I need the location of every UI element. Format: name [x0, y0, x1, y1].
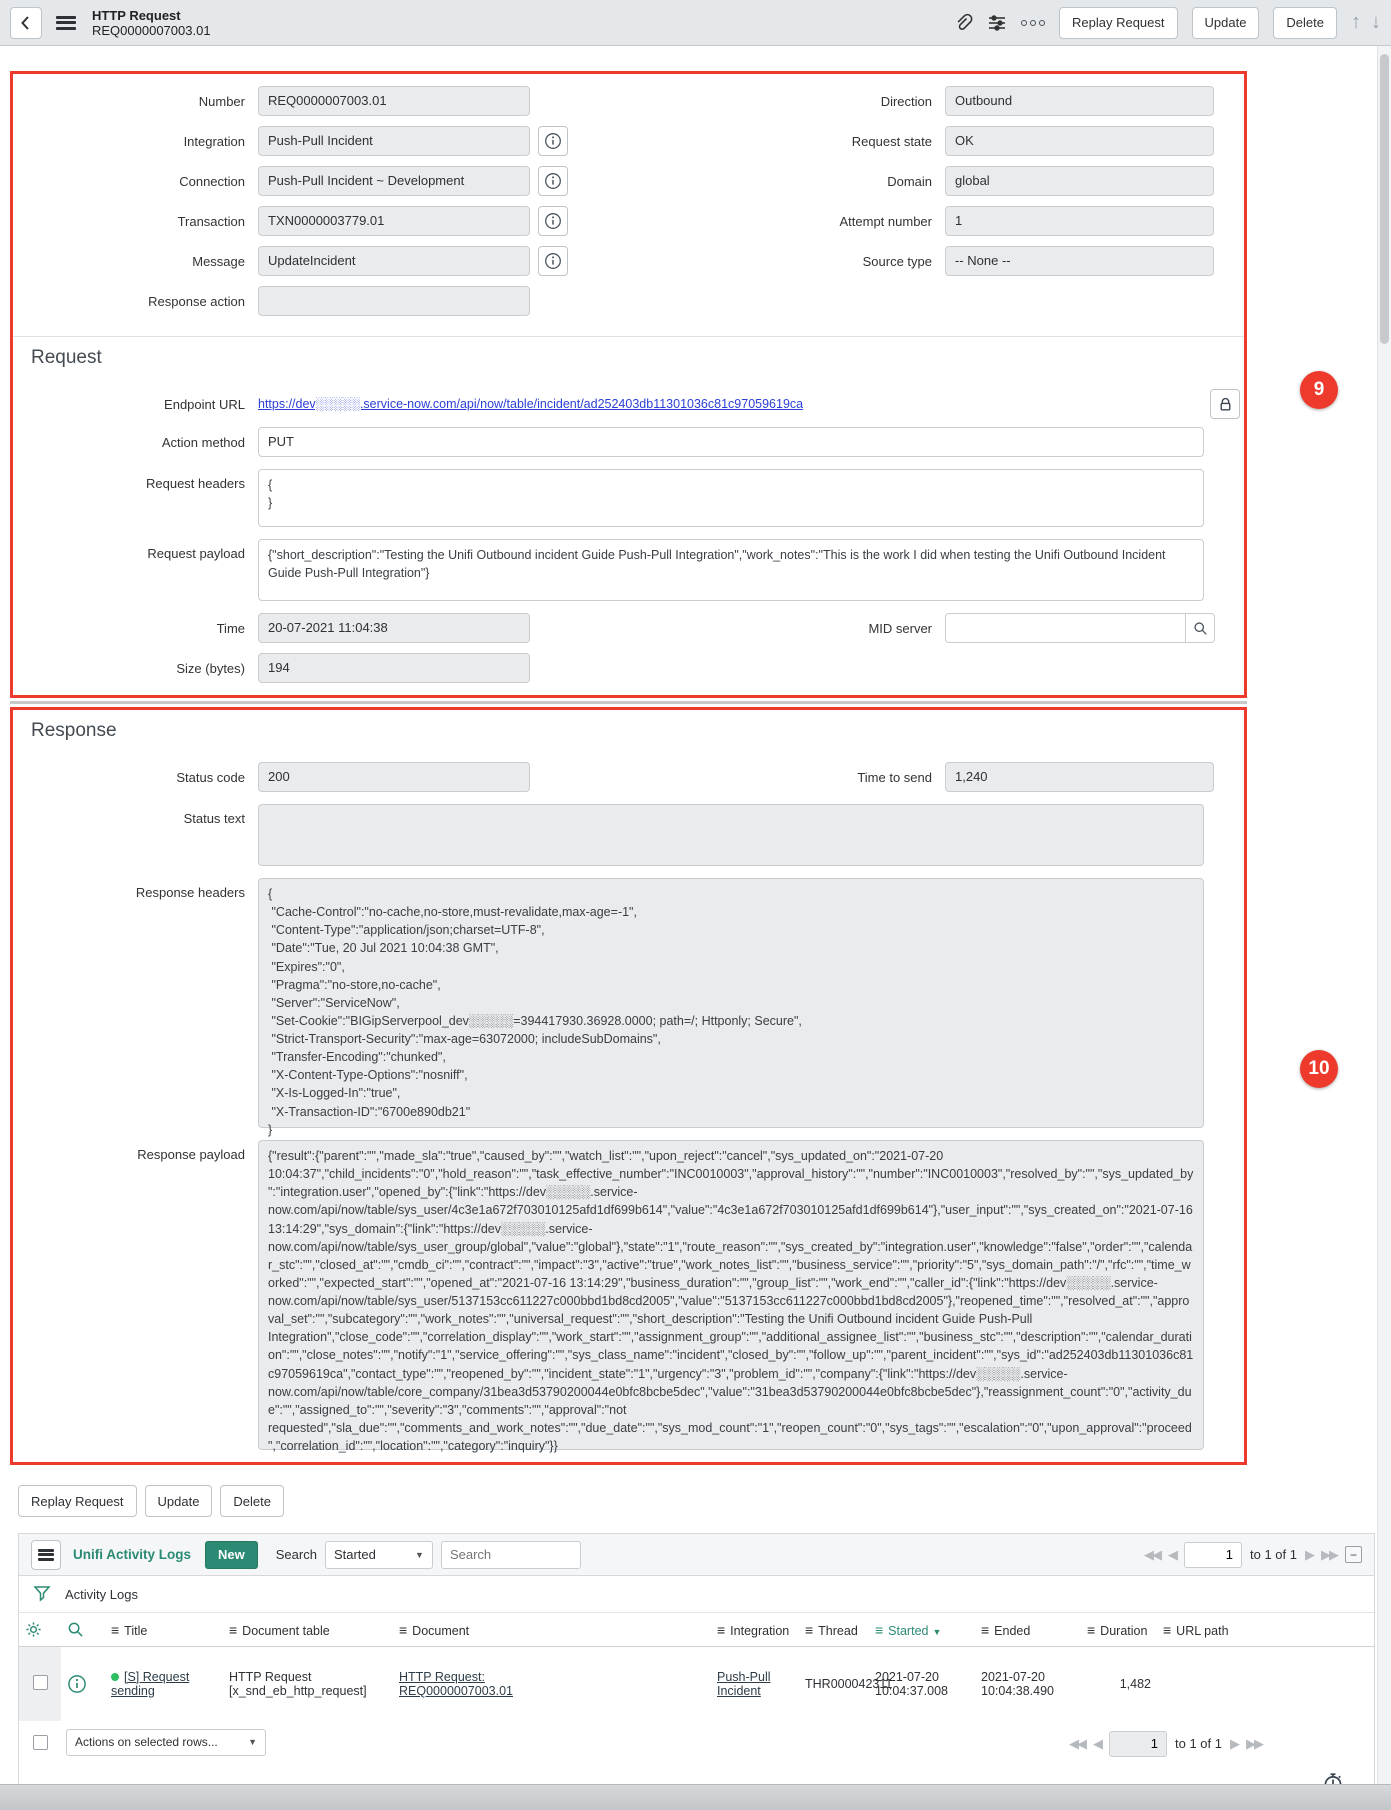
column-menu-icon[interactable]: ≡: [399, 1621, 408, 1638]
info-icon: [544, 132, 562, 150]
activity-logs-table: [19, 1612, 1374, 1721]
transaction-info-button[interactable]: [538, 206, 568, 236]
page-range-label: to 1 of 1: [1175, 1736, 1222, 1751]
integration-link[interactable]: Push-Pull Incident: [717, 1669, 771, 1698]
field-label: Request headers: [145, 476, 245, 491]
search-icon[interactable]: [67, 1621, 84, 1638]
response-section: [10, 707, 1330, 1465]
url-path-cell: [1157, 1647, 1374, 1721]
column-header-integration[interactable]: ≡ Integration: [711, 1613, 799, 1647]
activity-log-link[interactable]: [S] Request sending: [111, 1669, 190, 1698]
row-info-cell: [61, 1647, 105, 1721]
field-label: Action method: [161, 434, 245, 450]
response-headers-field: { "Cache-Control":"no-cache,no-store,must-revalidate,max-age=-1", "Content-Type":"application/json;charset=UTF-8", "Date":"Tue, 20 Jul 2021 10:04:38 GMT", "Expires":"0", "Pragma":"no-store,no-cache", "Server":"ServiceNow", "Set-Cookie":"BIGipServerpool_dev░░░░░=394417930.36928.0000; path=/; Httponly; Secure", "Strict-Transport-Security":"max-age=63072000; includeSubDomains", "Transfer-Encoding":"chunked", "X-Content-Type-Options":"nosniff", "X-Is-Logged-In":"true", "X-Transaction-ID":"6700e890db21" }: [258, 878, 1204, 1128]
field-row: [13, 246, 609, 276]
status-dot: [111, 1673, 119, 1681]
column-header-document[interactable]: ≡ Document: [393, 1613, 711, 1647]
bottom-status-bar: [0, 1784, 1391, 1810]
annotation-step-10: 10: [1300, 1050, 1338, 1088]
search-label: Search: [275, 1547, 317, 1562]
field-label: Source type: [862, 253, 932, 269]
attachment-icon[interactable]: [953, 13, 973, 33]
page-number-input[interactable]: [1184, 1542, 1242, 1568]
table-header-row: [19, 1613, 1374, 1647]
back-button[interactable]: [10, 7, 42, 39]
field-row: [13, 613, 609, 643]
source-type-field: -- None --: [945, 246, 1214, 276]
column-header-url-path[interactable]: ≡ URL path: [1157, 1613, 1374, 1647]
list-footer-row: [19, 1727, 1374, 1761]
field-row: [13, 86, 609, 116]
transaction-field: TXN0000003779.01: [258, 206, 530, 236]
field-label: Number: [198, 93, 245, 109]
field-row: [13, 653, 1244, 683]
column-header-duration[interactable]: ≡ Duration: [1081, 1613, 1157, 1647]
list-context-menu-button[interactable]: [31, 1540, 61, 1570]
next-page-icon[interactable]: ▶: [1230, 1735, 1238, 1751]
response-payload-field: {"result":{"parent":"","made_sla":"true","caused_by":"","watch_list":"","upon_reject":"cancel","sys_updated_on":"2021-07-20 10:04:37","child_incidents":"0","hold_reason":"","task_effective_number":"INC0010003","approval_history":"","number":"INC0010003","resolved_by":"","sys_updated_by":"integration.user","opened_by":{"link":"https://dev░░░░░.service-now.com/api/now/table/sys_user/4c3e1a672f703010125afd1df699b614","value":"4c3e1a672f703010125afd1df699b614"},"user_input":"","sys_created_on":"2021-07-16 13:14:29","sys_domain":{"link":"https://dev░░░░░.service-now.com/api/now/table/sys_user_group/global","value":"global"},"state":"1","route_reason":"","sys_created_by":"integration.user","knowledge":"false","order":"","calendar_stc":"","closed_at":"","cmdb_ci":"","contract":"","impact":"3","active":"true","work_notes_list":"","business_service":"","priority":"5","sys_domain_path":"/","rfc":"","time_worked":"","expected_start":"","opened_at":"2021-07-16 13:14:29","business_duration":"","group_list":"","work_end":"","caller_id":{"link":"https://dev░░░░░.service-now.com/api/now/table/sys_user/5137153cc611227c000bbd1bd8cd2005","value":"5137153cc611227c000bbd1bd8cd2005"},"reopened_time":"","resolved_at":"","approval_set":"","subcategory":"","work_notes":"","universal_request":"","short_description":"Testing the Unifi Outbound incident Guide Push-Pull Integration","close_code":"","correlation_display":"","work_start":"","assignment_group":"","additional_assignee_list":"","business_stc":"","description":"","calendar_duration":"","close_notes":"","notify":"1","service_offering":"","sys_class_name":"incident","closed_by":"","follow_up":"","parent_incident":"","sys_id":"ad252403db11301036c81c97059619ca","contact_type":"","reopened_by":"","incident_state":"1","urgency":"3","problem_id":"","company":{"link":"https://dev░░░░░.service-now.com/api/now/table/core_company/31bea3d53790200044e0bfc8bcbe5dec","value":"31bea3d53790200044e0bfc8bcbe5dec"},"reassignment_count":"0","activity_due":"","assigned_to":"","severity":"3","comments":"","approval":"not requested","sla_due":"","comments_and_work_notes":"","due_date":"","sys_mod_count":"1","reopen_count":"0","sys_tags":"","escalation":"0","upon_approval":"proceed","correlation_id":"","location":"","category":"inquiry"}}: [258, 1140, 1204, 1450]
gear-icon[interactable]: [25, 1621, 42, 1638]
list-breadcrumb-label: Activity Logs: [65, 1586, 138, 1602]
field-label: Endpoint URL: [164, 396, 245, 412]
column-header-document-table[interactable]: ≡ Document table: [223, 1613, 393, 1647]
response-section-heading: Response: [31, 720, 117, 741]
column-menu-icon[interactable]: ≡: [111, 1621, 120, 1638]
field-row: [13, 539, 1244, 601]
field-label: MID server: [868, 620, 932, 636]
sort-descending-icon: ▼: [932, 1626, 942, 1637]
column-menu-icon[interactable]: ≡: [981, 1621, 990, 1638]
page-number-input[interactable]: [1109, 1731, 1167, 1757]
select-all-checkbox[interactable]: [33, 1735, 48, 1750]
field-label: Domain: [887, 173, 932, 189]
field-row: [609, 613, 1244, 643]
list-pagination-top: [1144, 1542, 1362, 1568]
field-row: [13, 427, 1244, 457]
annotation-step-9: 9: [1300, 371, 1338, 409]
related-list-header: [19, 1534, 1374, 1576]
request-payload-input[interactable]: {"short_description":"Testing the Unifi Outbound incident Guide Push-Pull Integration","work_notes":"This is the work I did when testing the Unifi Outbound Incident Guide Push-Pull Integration"}: [258, 539, 1204, 601]
new-record-button[interactable]: New: [205, 1541, 258, 1569]
delete-button-bottom[interactable]: Delete: [220, 1485, 284, 1517]
record-title-block: [92, 8, 211, 38]
field-row: [609, 762, 1244, 792]
thread-cell: THR000042311: [805, 1676, 893, 1691]
field-row: [13, 804, 1244, 866]
list-menu-icon: [38, 1549, 54, 1561]
column-menu-icon[interactable]: ≡: [805, 1621, 814, 1638]
section-divider: [13, 336, 1244, 337]
back-chevron-icon: [17, 14, 35, 32]
field-row: [13, 469, 1244, 527]
list-pagination-bottom: [1069, 1731, 1262, 1757]
page-title: HTTP Request: [92, 7, 181, 23]
field-label: Response action: [148, 293, 245, 309]
time-to-send-field: 1,240: [945, 762, 1214, 792]
document-table-cell: HTTP Request [x_snd_eb_http_request]: [229, 1669, 367, 1698]
previous-page-icon[interactable]: ◀: [1093, 1735, 1102, 1751]
column-header-thread[interactable]: ≡ Thread: [799, 1613, 869, 1647]
search-field-select[interactable]: [325, 1541, 433, 1569]
next-page-icon[interactable]: ▶: [1305, 1546, 1313, 1562]
previous-record-icon[interactable]: ↑: [1351, 11, 1361, 33]
column-header-started[interactable]: ≡ Started ▼: [869, 1613, 975, 1647]
related-list-title: Unifi Activity Logs: [73, 1547, 192, 1562]
integration-field: Push-Pull Incident: [258, 126, 530, 156]
domain-field: global: [945, 166, 1214, 196]
column-menu-icon[interactable]: ≡: [717, 1621, 726, 1638]
ended-cell: 2021-07-20 10:04:38.490: [981, 1669, 1054, 1698]
field-label: Request payload: [147, 546, 245, 561]
mid-server-input[interactable]: [945, 613, 1185, 643]
field-row: [609, 86, 1244, 116]
field-row: [13, 1140, 1244, 1453]
request-section-heading: Request: [31, 347, 102, 368]
field-row: [13, 762, 609, 792]
next-record-icon[interactable]: ↓: [1371, 11, 1381, 33]
field-label: Response headers: [135, 885, 245, 900]
response-action-field: [258, 286, 530, 316]
size-bytes-field: 194: [258, 653, 530, 683]
connection-field: Push-Pull Incident ~ Development: [258, 166, 530, 196]
field-row: [609, 206, 1244, 236]
direction-field: Outbound: [945, 86, 1214, 116]
title-cell: [105, 1647, 223, 1721]
number-field: REQ0000007003.01: [258, 86, 530, 116]
column-header-ended[interactable]: ≡ Ended: [975, 1613, 1081, 1647]
table-row: [19, 1647, 1374, 1721]
message-info-button[interactable]: [538, 246, 568, 276]
actions-select-value: Actions on selected rows...: [75, 1735, 218, 1749]
field-label: Request state: [851, 133, 932, 149]
field-label: Connection: [179, 173, 245, 189]
chevron-down-icon: ▼: [248, 1737, 257, 1747]
vertical-scrollbar[interactable]: [1377, 46, 1391, 1784]
connection-info-button[interactable]: [538, 166, 568, 196]
document-link[interactable]: HTTP Request: REQ0000007003.01: [399, 1669, 513, 1698]
field-row: [609, 246, 1244, 276]
form-footer-buttons: [18, 1485, 1391, 1517]
funnel-icon[interactable]: [33, 1585, 51, 1603]
endpoint-url-link[interactable]: https://dev░░░░░.service-now.com/api/now/table/incident/ad252403db11301036c81c97059619ca: [258, 397, 804, 411]
page-range-label: to 1 of 1: [1250, 1547, 1297, 1562]
field-row: [609, 166, 1244, 196]
request-state-field: OK: [945, 126, 1214, 156]
field-row: [13, 389, 1244, 419]
field-label: Time to send: [857, 769, 932, 785]
last-page-icon[interactable]: ▶▶: [1246, 1735, 1262, 1751]
row-checkbox-cell: [19, 1647, 61, 1721]
record-header: [0, 0, 1391, 46]
activity-logs-related-list: [18, 1533, 1375, 1806]
column-menu-icon[interactable]: ≡: [875, 1621, 884, 1638]
field-label: Attempt number: [839, 213, 932, 229]
message-field: UpdateIncident: [258, 246, 530, 276]
reference-lookup-button[interactable]: [1185, 613, 1215, 643]
action-method-input[interactable]: PUT: [258, 427, 1204, 457]
personalize-form-icon[interactable]: [987, 13, 1007, 33]
field-label: Size (bytes): [176, 660, 245, 676]
info-icon: [544, 252, 562, 270]
list-settings-cell: [19, 1613, 61, 1647]
field-row: [609, 126, 1244, 156]
field-label: Status code: [176, 769, 245, 785]
info-icon: [544, 172, 562, 190]
status-code-field: 200: [258, 762, 530, 792]
replay-request-button-bottom[interactable]: Replay Request: [18, 1485, 137, 1517]
field-label: Integration: [183, 133, 245, 149]
list-search-cell: [61, 1613, 105, 1647]
field-row: [13, 286, 609, 316]
last-page-icon[interactable]: ▶▶: [1321, 1546, 1337, 1562]
record-number: REQ0000007003.01: [92, 22, 211, 38]
field-label: Time: [216, 620, 245, 636]
actions-select[interactable]: [66, 1729, 266, 1756]
request-form-section: [10, 71, 1325, 698]
integration-info-button[interactable]: [538, 126, 568, 156]
field-row: [13, 126, 609, 156]
form-section-border: [10, 701, 1247, 704]
column-menu-icon[interactable]: ≡: [1163, 1621, 1172, 1638]
column-menu-icon[interactable]: ≡: [229, 1621, 238, 1638]
previous-page-icon[interactable]: ◀: [1168, 1546, 1177, 1562]
field-row: [13, 166, 609, 196]
status-text-field: [258, 804, 1204, 866]
update-button[interactable]: Update: [1192, 7, 1260, 39]
context-menu-icon[interactable]: [56, 16, 76, 30]
first-page-icon[interactable]: ◀◀: [1069, 1735, 1086, 1751]
lock-button[interactable]: [1210, 389, 1240, 419]
field-label: Direction: [880, 93, 932, 109]
row-checkbox[interactable]: [33, 1675, 48, 1690]
list-actions-row: [33, 1729, 266, 1756]
lock-icon: [1218, 397, 1233, 412]
info-icon: [544, 212, 562, 230]
collapse-list-icon[interactable]: −: [1345, 1546, 1362, 1563]
record-preview-icon[interactable]: [67, 1674, 87, 1694]
duration-cell: 1,482: [1119, 1676, 1151, 1691]
update-button-bottom[interactable]: Update: [145, 1485, 213, 1517]
field-row: [13, 878, 1244, 1137]
scrollbar-thumb[interactable]: [1380, 54, 1389, 344]
field-row: [13, 206, 609, 236]
first-page-icon[interactable]: ◀◀: [1144, 1546, 1161, 1562]
search-icon: [1193, 621, 1208, 636]
replay-request-button[interactable]: Replay Request: [1059, 7, 1178, 39]
integration-cell: [711, 1647, 799, 1721]
chevron-down-icon: ▼: [415, 1549, 424, 1560]
search-field-value: Started: [333, 1547, 376, 1562]
request-headers-input[interactable]: { }: [258, 469, 1204, 527]
list-breadcrumb-row: [19, 1576, 1374, 1612]
attempt-number-field: 1: [945, 206, 1214, 236]
delete-button[interactable]: Delete: [1273, 7, 1337, 39]
time-field: 20-07-2021 11:04:38: [258, 613, 530, 643]
column-menu-icon[interactable]: ≡: [1087, 1621, 1096, 1638]
field-label: Response payload: [137, 1147, 245, 1162]
more-options-icon[interactable]: [1021, 20, 1045, 26]
document-cell: [393, 1647, 711, 1721]
field-label: Message: [192, 253, 245, 269]
started-cell: 2021-07-20 10:04:37.008: [875, 1669, 948, 1698]
list-search-input[interactable]: [441, 1541, 581, 1569]
field-label: Transaction: [177, 213, 245, 229]
field-label: Status text: [183, 811, 245, 826]
column-header-title[interactable]: ≡ Title: [105, 1613, 223, 1647]
